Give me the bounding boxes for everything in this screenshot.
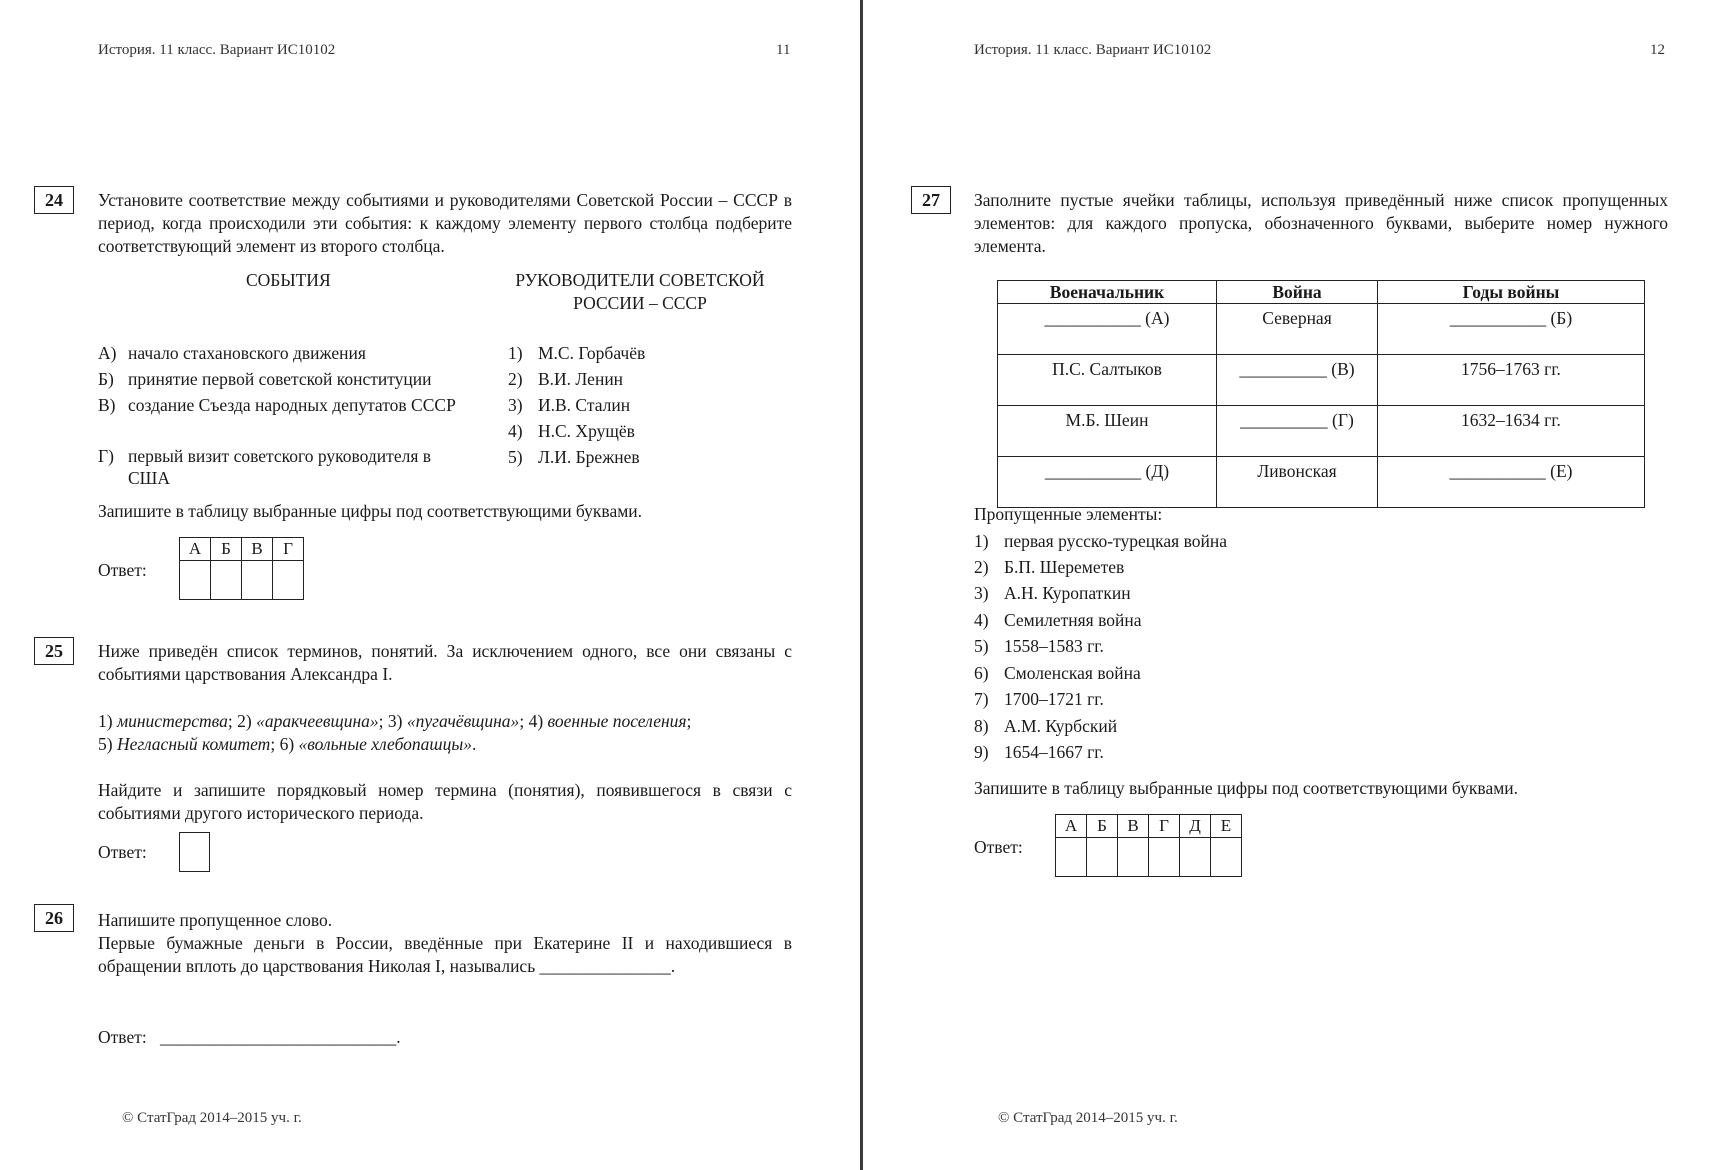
answer-input-cell[interactable] — [273, 561, 304, 600]
q26-instruction: Напишите пропущенное слово. — [98, 910, 333, 930]
question-number-27: 27 — [911, 186, 951, 214]
left-page: История. 11 класс. Вариант ИС10102 11 24 Установите соответствие между событиями и руководителями Советской России – СССР в период, когда происходили эти события: к каждому элементу первого столбца подберите соответствующий элемент из второго столбца. СОБЫТИЯ РУКОВОДИТЕЛИ СОВЕТСКОЙ РОССИИ – СССР А) начало стахановского движения Б) принятие первой советской конституции В) создание Съезда народных депутатов СССР Г) первый визит советского руководителя в США 1) М.С. Горбачёв 2) В.И. Ленин 3) И.В. Сталин 4) Н.С. Хрущёв 5) Л.И. Брежнев Запишите в таблицу выбранные цифры под соответствующими буквами. Ответ: А Б В Г 25 Ниже приведён список терминов, понятий. За исключением одного, все они связаны с событиями царствования Александра I. 1) министерства; 2) «аракчеевщина»; 3) «пугачёвщина»; 4) военные поселения; 5) Негласный комитет; 6) «вольные хлебопашцы». Найдите и запишите порядковый номер термина (понятия), появившегося в связи с событиями другого исторического периода. Ответ: 26 Напишите пропущенное слово. Первые бумажные деньги в России, введённые при Екатерине II и находившиеся в обращении вплоть до царствования Николая I, назывались _______________. Ответ: ___________________________. © СтатГрад 2014–2015 уч. г. — [0, 0, 860, 1170]
answer-input-cell[interactable] — [1118, 838, 1149, 877]
q27-instruction: Запишите в таблицу выбранные цифры под соответствующими буквами. — [974, 778, 1519, 798]
q27-table — [997, 280, 1645, 508]
table-cell: ___________ (А) — [998, 304, 1217, 355]
q24-leaders-header: РУКОВОДИТЕЛИ СОВЕТСКОЙ РОССИИ – СССР — [515, 270, 765, 313]
q27-answer-label: Ответ: — [974, 837, 1023, 857]
answer-input-cell[interactable] — [1087, 838, 1118, 877]
page-header: История. 11 класс. Вариант ИС10102 — [98, 42, 336, 58]
table-row — [998, 406, 1645, 457]
question-number-26: 26 — [34, 904, 74, 932]
q24-events-header: СОБЫТИЯ — [246, 270, 331, 290]
q24-instruction: Запишите в таблицу выбранные цифры под соответствующими буквами. — [98, 501, 643, 521]
table-header-cell: Военачальник — [998, 281, 1217, 304]
answer-letter-cell: В — [1118, 815, 1149, 838]
table-header-cell: Война — [1217, 281, 1378, 304]
q25-terms-line-2: 5) Негласный комитет; 6) «вольные хлебопашцы». — [98, 734, 477, 754]
q26-answer-label: Ответ: — [98, 1027, 147, 1047]
table-cell: ___________ (Б) — [1378, 304, 1645, 355]
table-cell: 1632–1634 гг. — [1378, 406, 1645, 457]
page-number: 11 — [776, 42, 791, 58]
answer-letter-cell: Г — [1149, 815, 1180, 838]
page-number: 12 — [1650, 42, 1665, 58]
answer-letter-cell: Г — [273, 538, 304, 561]
q27-text: Заполните пустые ячейки таблицы, используя приведённый ниже список пропущенных элементов: для каждого пропуска, обозначенного буквами, выберите номер нужного элемента. — [974, 190, 1668, 256]
table-row — [998, 457, 1645, 508]
answer-letter-cell: А — [180, 538, 211, 561]
table-cell: Северная — [1217, 304, 1378, 355]
answer-letter-cell: Д — [1180, 815, 1211, 838]
q25-text: Ниже приведён список терминов, понятий. За исключением одного, все они связаны с событиями царствования Александра I. — [98, 641, 792, 684]
page-header: История. 11 класс. Вариант ИС10102 — [974, 42, 1212, 58]
table-cell: ___________ (Е) — [1378, 457, 1645, 508]
q24-event-item: Г) первый визит советского руководителя в США — [98, 446, 432, 488]
answer-input-cell[interactable] — [242, 561, 273, 600]
page-footer: © СтатГрад 2014–2015 уч. г. — [122, 1110, 302, 1126]
answer-letter-cell: Е — [1211, 815, 1242, 838]
q26-text: Первые бумажные деньги в России, введённые при Екатерине II и находившиеся в обращении вплоть до царствования Николая I, назывались _______________. — [98, 933, 792, 976]
answer-input-cell[interactable] — [1056, 838, 1087, 877]
right-page: История. 11 класс. Вариант ИС10102 12 27 Заполните пустые ячейки таблицы, используя приведённый ниже список пропущенных элементов: для каждого пропуска, обозначенного буквами, выберите номер нужного элемента. Военачальник Война Годы войны ___________ (А) Северная ___________ (Б) П.С. Салтыков __________ (В) 1756–1763 гг. М.Б. Шеин __________ (Г) 1632–1634 гг. ___________ (Д) Ливонская ___________ (Е) Пропущенные элементы: 1) первая русско-турецкая война 2) Б.П. Шереметев 3) А.Н. Куропаткин 4) Семилетняя война 5) 1558–1583 гг. 6) Смоленская война 7) 1700–1721 гг. 8) А.М. Курбский 9) 1654–1667 гг. Запишите в таблицу выбранные цифры под соответствующими буквами. Ответ: А Б В Г Д Е © СтатГрад 2014–2015 уч. г. — [864, 0, 1722, 1170]
table-cell: П.С. Салтыков — [998, 355, 1217, 406]
q25-answer-box[interactable] — [179, 832, 210, 872]
page-divider — [860, 0, 863, 1170]
answer-letter-cell: Б — [1087, 815, 1118, 838]
table-cell: __________ (Г) — [1217, 406, 1378, 457]
table-row — [998, 355, 1645, 406]
q27-answer-table — [1055, 814, 1242, 877]
table-cell: 1756–1763 гг. — [1378, 355, 1645, 406]
q25-answer-label: Ответ: — [98, 842, 147, 862]
q25-instruction: Найдите и запишите порядковый номер термина (понятия), появившегося в связи с событиями другого исторического периода. — [98, 780, 792, 823]
answer-letter-cell: А — [1056, 815, 1087, 838]
q26-answer-line[interactable]: ___________________________. — [160, 1027, 401, 1047]
q24-answer-table — [179, 537, 304, 600]
answer-input-cell[interactable] — [180, 561, 211, 600]
question-number-24: 24 — [34, 186, 74, 214]
table-cell: М.Б. Шеин — [998, 406, 1217, 457]
table-cell: __________ (В) — [1217, 355, 1378, 406]
q24-answer-label: Ответ: — [98, 560, 147, 580]
answer-input-cell[interactable] — [1211, 838, 1242, 877]
answer-input-cell[interactable] — [1149, 838, 1180, 877]
table-header-cell: Годы войны — [1378, 281, 1645, 304]
q24-text: Установите соответствие между событиями и руководителями Советской России – СССР в период, когда происходили эти события: к каждому элементу первого столбца подберите соответствующий элемент из второго столбца. — [98, 190, 792, 256]
q25-terms-line-1: 1) министерства; 2) «аракчеевщина»; 3) «пугачёвщина»; 4) военные поселения; — [98, 711, 692, 731]
q24-event-item: В) создание Съезда народных депутатов СССР — [98, 395, 456, 415]
page-footer: © СтатГрад 2014–2015 уч. г. — [998, 1110, 1178, 1126]
table-cell: ___________ (Д) — [998, 457, 1217, 508]
answer-letter-cell: Б — [211, 538, 242, 561]
table-cell: Ливонская — [1217, 457, 1378, 508]
answer-letter-cell: В — [242, 538, 273, 561]
table-row — [998, 304, 1645, 355]
q27-missing-title: Пропущенные элементы: — [974, 504, 1163, 524]
answer-input-cell[interactable] — [211, 561, 242, 600]
answer-input-cell[interactable] — [1180, 838, 1211, 877]
question-number-25: 25 — [34, 637, 74, 665]
